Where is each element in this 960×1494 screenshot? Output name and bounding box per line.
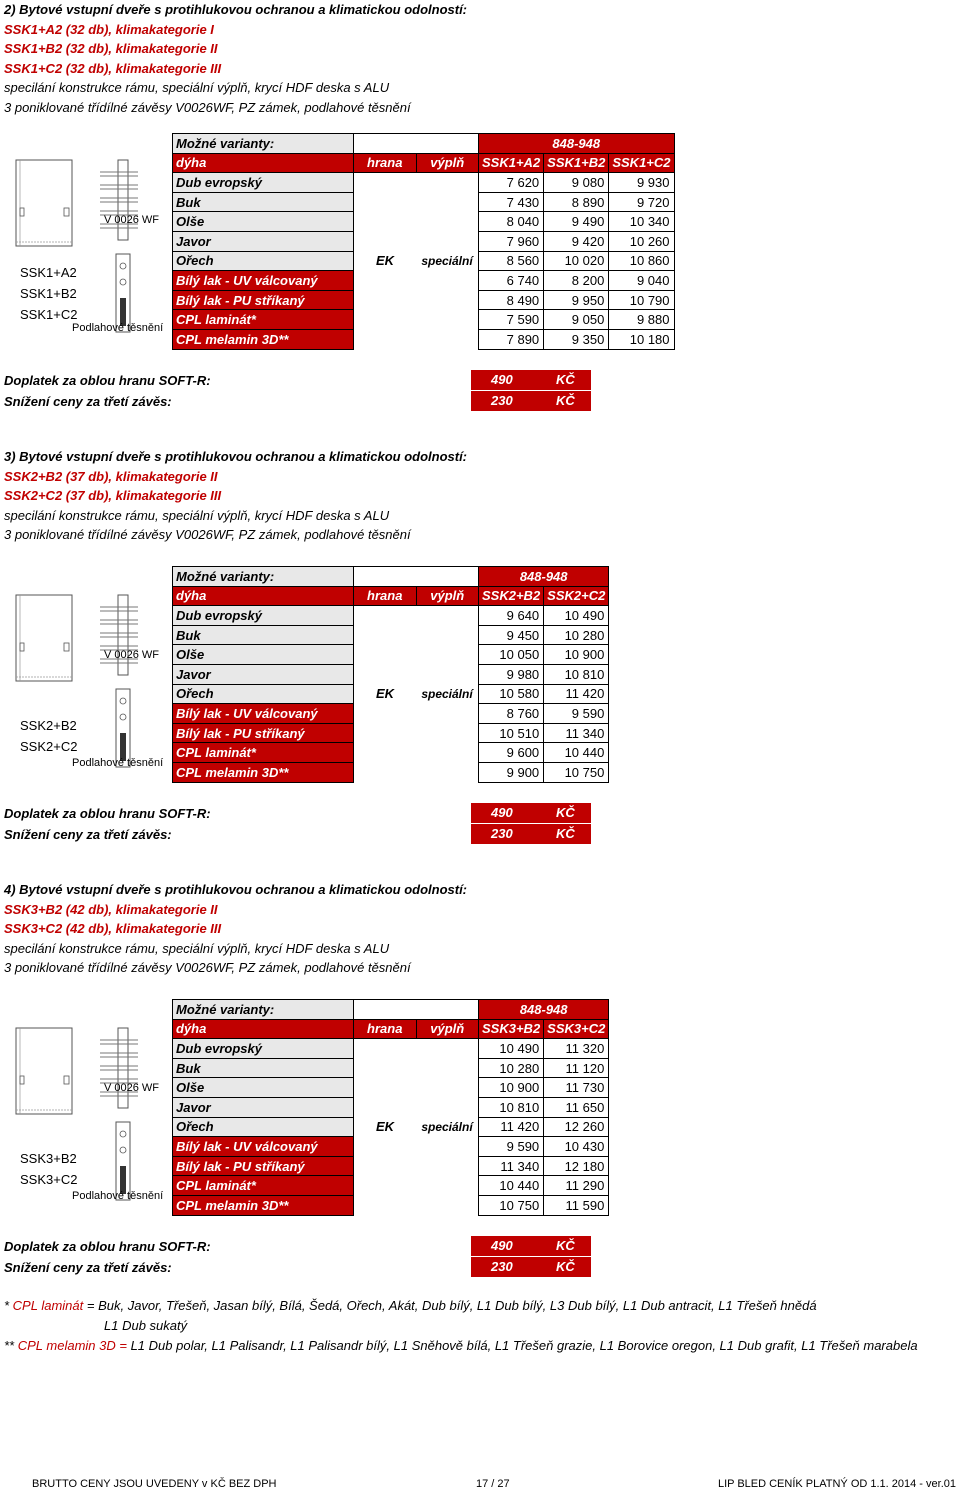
finish-name: CPL melamin 3D**	[173, 1195, 354, 1215]
finish-name: Bílý lak - UV válcovaný	[173, 704, 354, 724]
door-class-line	[4, 900, 467, 920]
door-class-column-header: SSK1+C2	[609, 153, 674, 173]
filling-header: výplň	[416, 153, 479, 173]
table-row	[173, 231, 675, 251]
table-subheader-row	[173, 586, 609, 606]
cpl-laminat-footnote-cont: L1 Dub sukatý	[104, 1318, 188, 1333]
width-range: 848-948	[479, 567, 609, 587]
footnote-text: L1 Dub polar, L1 Palisandr, L1 Palisandr bílý, L1 Sněhově bílá, L1 Třešeň grazie, L1 Borovice oregon, L1 Dub grafit, L1 Třešeň marabela	[126, 1338, 918, 1353]
price-cell: 10 810	[544, 664, 609, 684]
door-type-labels	[20, 262, 77, 325]
door-class-code: SSK1+C2	[4, 60, 63, 76]
soft-r-surcharge-value	[471, 1236, 591, 1256]
price-cell: 8 490	[479, 290, 544, 310]
price-cell: 6 740	[479, 271, 544, 291]
price-cell: 9 050	[544, 310, 609, 330]
finish-name: Buk	[173, 1058, 354, 1078]
price-table	[172, 566, 609, 783]
door-class-code: SSK3+C2	[4, 921, 63, 937]
amount: 490	[491, 805, 513, 820]
door-class-column-header: SSK3+C2	[544, 1019, 609, 1039]
table-row	[173, 664, 609, 684]
table-header-row	[173, 1000, 609, 1020]
floor-seal-label: Podlahové těsnění	[72, 322, 164, 334]
amount: 490	[491, 1238, 513, 1253]
price-cell: 11 320	[544, 1039, 609, 1059]
table-row	[173, 625, 609, 645]
price-cell: 9 900	[479, 762, 544, 782]
door-class-column-header: SSK1+A2	[479, 153, 544, 173]
table-row	[173, 684, 609, 704]
door-type-label: SSK2+C2	[20, 739, 78, 754]
finish-name: Bílý lak - UV válcovaný	[173, 1137, 354, 1157]
amount: 230	[491, 1259, 513, 1274]
finish-name: CPL melamin 3D**	[173, 762, 354, 782]
finish-name: Bílý lak - PU stříkaný	[173, 290, 354, 310]
page-number: 17 / 27	[476, 1478, 510, 1490]
third-hinge-discount-value	[471, 391, 591, 411]
price-cell: 9 640	[479, 606, 544, 626]
price-cell: 7 430	[479, 192, 544, 212]
footnotes	[4, 1296, 954, 1356]
soft-r-surcharge-label: Doplatek za oblou hranu SOFT-R:	[4, 1239, 211, 1254]
price-cell: 7 620	[479, 173, 544, 193]
floor-seal-label: Podlahové těsnění	[72, 1190, 164, 1202]
veneer-header: dýha	[173, 1019, 354, 1039]
price-cell: 10 440	[479, 1176, 544, 1196]
table-subheader-row	[173, 1019, 609, 1039]
price-cell: 10 260	[609, 231, 674, 251]
construction-desc: specilání konstrukce rámu, speciální výplň, krycí HDF deska s ALU	[4, 80, 390, 96]
construction-desc: specilání konstrukce rámu, speciální výplň, krycí HDF deska s ALU	[4, 507, 390, 523]
door-class-column-header: SSK2+C2	[544, 586, 609, 606]
price-cell: 12 260	[544, 1117, 609, 1137]
finish-name: CPL laminát*	[173, 1176, 354, 1196]
footnote-key: CPL laminát	[12, 1298, 84, 1313]
edge-header: hrana	[354, 1019, 417, 1039]
price-cell: 9 080	[544, 173, 609, 193]
footer-price-note: BRUTTO CENY JSOU UVEDENY v KČ BEZ DPH	[32, 1478, 277, 1490]
hardware-desc: 3 poniklované třídílné závěsy V0026WF, PZ zámek, podlahové těsnění	[4, 960, 411, 976]
price-cell: 9 600	[479, 743, 544, 763]
price-cell: 9 980	[479, 664, 544, 684]
variants-label: Možné varianty:	[173, 567, 354, 587]
footnote-text: = Buk, Javor, Třešeň, Jasan bílý, Bílá, Šedá, Ořech, Akát, Dub bílý, L1 Dub bílý, L3 Dub bílý, L1 Dub antracit, L1 Třešeň hnědá	[83, 1298, 817, 1313]
door-class-text: (42 db), klimakategorie III	[65, 921, 222, 937]
door-class-column-header: SSK2+B2	[479, 586, 544, 606]
price-cell: 9 930	[609, 173, 674, 193]
price-cell: 12 180	[544, 1156, 609, 1176]
hinge-model-label: V 0026 WF	[104, 1082, 160, 1094]
width-range: 848-948	[479, 1000, 609, 1020]
filling-value: speciální	[421, 1119, 473, 1134]
price-cell: 10 020	[544, 251, 609, 271]
edge-value: EK	[375, 253, 395, 269]
price-cell: 9 490	[544, 212, 609, 232]
table-row	[173, 704, 609, 724]
table-row	[173, 723, 609, 743]
section-title: 2) Bytové vstupní dveře s protihlukovou ochranou a klimatickou odolností:	[4, 2, 468, 17]
price-cell: 10 750	[479, 1195, 544, 1215]
hinge-model-label: V 0026 WF	[104, 649, 160, 661]
footnote-marker: *	[4, 1298, 13, 1313]
price-cell: 7 890	[479, 329, 544, 349]
price-cell: 7 960	[479, 231, 544, 251]
door-class-text: (37 db), klimakategorie II	[65, 468, 218, 484]
hardware-desc: 3 poniklované třídílné závěsy V0026WF, PZ zámek, podlahové těsnění	[4, 99, 411, 115]
price-cell: 10 750	[544, 762, 609, 782]
table-row	[173, 310, 675, 330]
price-cell: 9 590	[479, 1137, 544, 1157]
third-hinge-discount-label: Snížení ceny za třetí závěs:	[4, 394, 172, 409]
section-header	[4, 880, 467, 978]
price-cell: 9 590	[544, 704, 609, 724]
door-type-label: SSK1+B2	[20, 286, 77, 301]
price-cell: 8 200	[544, 271, 609, 291]
price-cell: 10 440	[544, 743, 609, 763]
finish-name: Olše	[173, 645, 354, 665]
table-row	[173, 1156, 609, 1176]
table-row	[173, 1137, 609, 1157]
currency: KČ	[556, 1238, 575, 1253]
door-class-code: SSK1+B2	[4, 41, 63, 57]
table-row	[173, 1176, 609, 1196]
finish-name: Bílý lak - PU stříkaný	[173, 1156, 354, 1176]
width-range: 848-948	[479, 134, 675, 154]
filling-value: speciální	[421, 253, 473, 268]
price-cell: 9 420	[544, 231, 609, 251]
section-header	[4, 447, 467, 545]
table-row	[173, 645, 609, 665]
finish-name: Olše	[173, 1078, 354, 1098]
finish-name: CPL laminát*	[173, 310, 354, 330]
price-cell: 11 420	[544, 684, 609, 704]
price-cell: 10 510	[479, 723, 544, 743]
door-type-label: SSK3+B2	[20, 1151, 77, 1166]
table-row	[173, 173, 675, 193]
finish-name: Dub evropský	[173, 606, 354, 626]
price-table	[172, 999, 609, 1216]
price-cell: 8 890	[544, 192, 609, 212]
price-cell: 9 880	[609, 310, 674, 330]
finish-name: CPL melamin 3D**	[173, 329, 354, 349]
door-type-label: SSK2+B2	[20, 718, 77, 733]
door-class-line	[4, 919, 467, 939]
third-hinge-discount-value	[471, 824, 591, 844]
floor-seal-label: Podlahové těsnění	[72, 757, 164, 769]
price-cell: 8 560	[479, 251, 544, 271]
price-cell: 10 280	[544, 625, 609, 645]
variants-label: Možné varianty:	[173, 134, 354, 154]
price-table	[172, 133, 675, 350]
third-hinge-discount-value	[471, 1257, 591, 1277]
table-header-row	[173, 567, 609, 587]
filling-value: speciální	[421, 686, 473, 701]
finish-name: Buk	[173, 192, 354, 212]
price-cell: 10 900	[479, 1078, 544, 1098]
edge-header: hrana	[354, 153, 417, 173]
section-header	[4, 0, 467, 118]
footer-catalog-version: LIP BLED CENÍK PLATNÝ OD 1.1. 2014 - ver.01	[717, 1478, 956, 1490]
door-class-code: SSK1+A2	[4, 21, 63, 37]
price-cell: 8 040	[479, 212, 544, 232]
door-class-text: (32 db), klimakategorie I	[65, 21, 214, 37]
price-cell: 10 580	[479, 684, 544, 704]
door-class-column-header: SSK1+B2	[544, 153, 609, 173]
table-row	[173, 1078, 609, 1098]
variants-label: Možné varianty:	[173, 1000, 354, 1020]
soft-r-surcharge-value	[471, 803, 591, 823]
table-row	[173, 1097, 609, 1117]
edge-value: EK	[375, 686, 395, 702]
table-row	[173, 1058, 609, 1078]
door-class-text: (32 db), klimakategorie III	[65, 60, 222, 76]
finish-name: Buk	[173, 625, 354, 645]
table-row	[173, 192, 675, 212]
door-class-line	[4, 20, 467, 40]
finish-name: Dub evropský	[173, 173, 354, 193]
price-cell: 10 810	[479, 1097, 544, 1117]
door-class-line	[4, 467, 467, 487]
footnote-key: CPL melamin 3D =	[17, 1338, 127, 1353]
price-cell: 11 650	[544, 1097, 609, 1117]
price-cell: 10 490	[544, 606, 609, 626]
door-class-line	[4, 486, 467, 506]
price-cell: 11 120	[544, 1058, 609, 1078]
edge-header: hrana	[354, 586, 417, 606]
table-header-row	[173, 134, 675, 154]
currency: KČ	[556, 805, 575, 820]
finish-name: Javor	[173, 664, 354, 684]
door-class-column-header: SSK3+B2	[479, 1019, 544, 1039]
edge-value: EK	[375, 1119, 395, 1135]
currency: KČ	[556, 826, 575, 841]
price-cell: 9 950	[544, 290, 609, 310]
finish-name: Ořech	[173, 684, 354, 704]
price-cell: 11 290	[544, 1176, 609, 1196]
price-cell: 10 430	[544, 1137, 609, 1157]
currency: KČ	[556, 372, 575, 387]
price-cell: 10 280	[479, 1058, 544, 1078]
soft-r-surcharge-label: Doplatek za oblou hranu SOFT-R:	[4, 373, 211, 388]
table-row	[173, 329, 675, 349]
door-type-label: SSK1+C2	[20, 307, 78, 322]
price-cell: 10 340	[609, 212, 674, 232]
price-cell: 10 180	[609, 329, 674, 349]
door-class-line	[4, 59, 467, 79]
footnote-marker: **	[4, 1338, 18, 1353]
door-type-label: SSK3+C2	[20, 1172, 78, 1187]
price-cell: 11 340	[479, 1156, 544, 1176]
price-cell: 10 490	[479, 1039, 544, 1059]
price-cell: 9 720	[609, 192, 674, 212]
door-class-line	[4, 39, 467, 59]
veneer-header: dýha	[173, 586, 354, 606]
table-row	[173, 606, 609, 626]
construction-desc: specilání konstrukce rámu, speciální výplň, krycí HDF deska s ALU	[4, 940, 390, 956]
price-cell: 11 340	[544, 723, 609, 743]
table-row	[173, 251, 675, 271]
filling-header: výplň	[416, 1019, 479, 1039]
price-cell: 10 790	[609, 290, 674, 310]
table-row	[173, 1195, 609, 1215]
price-cell: 11 590	[544, 1195, 609, 1215]
table-row	[173, 212, 675, 232]
amount: 490	[491, 372, 513, 387]
price-cell: 10 860	[609, 251, 674, 271]
finish-name: Bílý lak - UV válcovaný	[173, 271, 354, 291]
table-subheader-row	[173, 153, 675, 173]
finish-name: CPL laminát*	[173, 743, 354, 763]
section-title: 3) Bytové vstupní dveře s protihlukovou ochranou a klimatickou odolností:	[4, 449, 468, 464]
table-row	[173, 743, 609, 763]
hinge-model-label: V 0026 WF	[104, 214, 160, 226]
door-type-labels	[20, 1148, 77, 1190]
amount: 230	[491, 826, 513, 841]
third-hinge-discount-label: Snížení ceny za třetí závěs:	[4, 1260, 172, 1275]
finish-name: Javor	[173, 231, 354, 251]
door-type-label: SSK1+A2	[20, 265, 77, 280]
finish-name: Olše	[173, 212, 354, 232]
price-cell: 8 760	[479, 704, 544, 724]
price-cell: 9 450	[479, 625, 544, 645]
finish-name: Bílý lak - PU stříkaný	[173, 723, 354, 743]
currency: KČ	[556, 1259, 575, 1274]
amount: 230	[491, 393, 513, 408]
door-class-text: (42 db), klimakategorie II	[65, 901, 218, 917]
third-hinge-discount-label: Snížení ceny za třetí závěs:	[4, 827, 172, 842]
door-type-labels	[20, 715, 77, 757]
door-class-text: (32 db), klimakategorie II	[65, 41, 218, 57]
cpl-melamin-footnote	[4, 1336, 954, 1356]
door-class-code: SSK2+B2	[4, 468, 63, 484]
door-class-code: SSK3+B2	[4, 901, 63, 917]
door-class-code: SSK2+C2	[4, 488, 63, 504]
table-row	[173, 762, 609, 782]
table-row	[173, 290, 675, 310]
soft-r-surcharge-label: Doplatek za oblou hranu SOFT-R:	[4, 806, 211, 821]
price-cell: 9 040	[609, 271, 674, 291]
table-row	[173, 1039, 609, 1059]
finish-name: Javor	[173, 1097, 354, 1117]
price-cell: 11 420	[479, 1117, 544, 1137]
finish-name: Ořech	[173, 251, 354, 271]
hardware-desc: 3 poniklované třídílné závěsy V0026WF, PZ zámek, podlahové těsnění	[4, 527, 411, 543]
price-cell: 10 900	[544, 645, 609, 665]
cpl-laminat-footnote	[4, 1296, 954, 1316]
price-cell: 9 350	[544, 329, 609, 349]
currency: KČ	[556, 393, 575, 408]
filling-header: výplň	[416, 586, 479, 606]
finish-name: Ořech	[173, 1117, 354, 1137]
door-class-text: (37 db), klimakategorie III	[65, 488, 222, 504]
price-cell: 7 590	[479, 310, 544, 330]
table-row	[173, 271, 675, 291]
veneer-header: dýha	[173, 153, 354, 173]
soft-r-surcharge-value	[471, 370, 591, 390]
section-title: 4) Bytové vstupní dveře s protihlukovou ochranou a klimatickou odolností:	[4, 882, 468, 897]
price-cell: 11 730	[544, 1078, 609, 1098]
finish-name: Dub evropský	[173, 1039, 354, 1059]
price-cell: 10 050	[479, 645, 544, 665]
table-row	[173, 1117, 609, 1137]
